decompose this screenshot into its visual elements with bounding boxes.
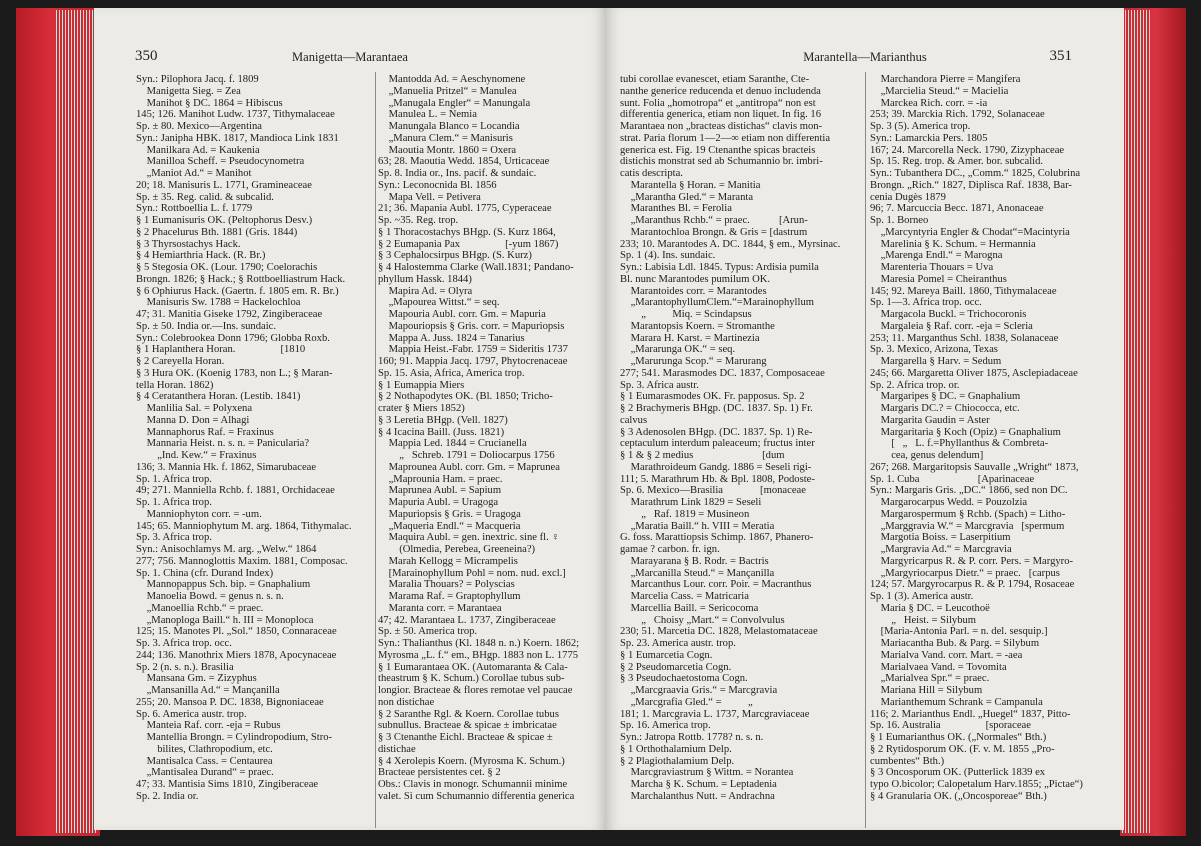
text-line: Mappia Heist.-Fabr. 1759 = Sideritis 1737 (378, 344, 568, 356)
text-line: Marenteria Thouars = Uva (870, 262, 994, 273)
text-line: Manniophyton corr. = -um. (136, 508, 262, 520)
text-line: Margaripes § DC. = Gnaphalium (870, 391, 1021, 403)
text-line: 253; 11. Marganthus Schl. 1838, Solanaceae (870, 332, 1059, 344)
text-line: Syn.: Rottboellia L. f. 1779 (136, 203, 253, 215)
text-line: Margarospermum § Rchb. (Spach) = Litho- (870, 508, 1066, 520)
text-line: § 2 Careyella Horan. (136, 356, 225, 367)
text-line: Maoutia Montr. 1860 = Oxera (378, 144, 517, 156)
text-line: „Marurunga Scop.“ = Marurang (620, 356, 767, 367)
text-line: „Mararunga OK.“ = seq. (620, 344, 736, 356)
text-line: 111; 5. Marathrum Hb. & Bpl. 1808, Podoste- (620, 473, 815, 485)
text-line: Sp. ± 50. India or.—Ins. sundaic. (136, 320, 276, 332)
text-line: Marah Kellogg = Micrampelis (378, 555, 518, 567)
text-line: „Maratia Baill.“ h. VIII = Meratia (620, 520, 775, 532)
text-line: G. foss. Marattiopsis Schimp. 1867, Phanero- (620, 532, 814, 544)
text-line: „Ind. Kew.“ = Fraxinus (136, 450, 257, 461)
text-line: Sp. 1. China (cfr. Durand Index) (136, 567, 274, 579)
text-line: Marama Raf. = Graptophyllum (378, 591, 521, 602)
text-line: Marara H. Karst. = Martinezia (620, 332, 760, 344)
text-line: Syn.: Leconocnida Bl. 1856 (378, 179, 497, 191)
text-line: [Marainophyllum Pohl = nom. nud. excl.] (378, 567, 566, 579)
text-line: Maranta corr. = Marantaea (378, 602, 502, 614)
text-line: sunt. Folia „homotropa“ et „antitropa“ non est (620, 97, 816, 109)
page-edges-right (1120, 10, 1150, 833)
text-line: Sp. 3 (5). America trop. (870, 121, 971, 132)
text-line: Maralia Thouars? = Polyscias (378, 579, 515, 591)
text-line: „Margyriocarpus Dietr.“ = praec. [carpus (870, 567, 1060, 579)
text-line: Syn.: Lamarckia Pers. 1805 (870, 132, 988, 144)
text-line: § 1 Eumarcetia Cogn. (620, 649, 713, 661)
text-line: Marchandora Pierre = Mangifera (870, 74, 1021, 85)
text-line: cenia Dugès 1879 (870, 191, 946, 203)
text-line: „Marcielia Steud.“ = Macielia (870, 85, 1009, 97)
left-page-number: 350 (135, 48, 158, 64)
text-line: § 2 Pseudomarcetia Cogn. (620, 661, 732, 673)
text-line: Manna D. Don = Alhagi (136, 414, 250, 426)
text-line: Sp. 1. Africa trop. (136, 473, 212, 485)
text-line: 167; 24. Marcorella Neck. 1790, Zizyphaceae (870, 144, 1065, 156)
text-line: Margarocarpus Wedd. = Pouzolzia (870, 497, 1028, 508)
text-line: Obs.: Clavis in monogr. Schumannii minime (378, 779, 568, 790)
text-line: tella Horan. 1862) (136, 379, 214, 391)
text-line: 267; 268. Margaritopsis Sauvalle „Wright“ 1873, (870, 461, 1079, 473)
right-column-2 (870, 74, 1106, 803)
text-line: „Mapourea Wittst.“ = seq. (378, 297, 500, 309)
text-line: Maresia Pomel = Cheiranthus (870, 273, 1007, 285)
text-line: 277; 541. Marasmodes DC. 1837, Composaceae (620, 367, 825, 379)
text-line: Margaleia § Raf. corr. -eja = Scleria (870, 320, 1033, 332)
text-line: Manilkara Ad. = Kaukenia (136, 144, 260, 156)
text-line: Sp. 2. India or. (136, 790, 199, 802)
text-line: Maranthes Bl. = Ferolia (620, 203, 732, 215)
text-line: Marathroideum Gandg. 1886 = Seseli rigi- (620, 461, 812, 473)
text-line: Manungala Blanco = Locandia (378, 121, 520, 132)
text-line: § 4 Ceratanthera Horan. (Lestib. 1841) (136, 391, 301, 403)
text-line: Syn.: Tubanthera DC., „Comm.“ 1825, Colubrina (870, 168, 1081, 179)
text-line: § 4 Xerolepis Koern. (Myrosma K. Schum.) (378, 755, 565, 767)
text-line: Marckea Rich. corr. = -ia (870, 97, 988, 109)
text-line: 160; 91. Mappia Jacq. 1797, Phytocrenaceae (378, 356, 568, 367)
text-line: § 1 Eumanisuris OK. (Peltophorus Desv.) (136, 215, 313, 226)
left-column-1 (136, 74, 372, 803)
text-line: Mannaphorus Raf. = Fraxinus (136, 426, 274, 438)
text-line: 125; 15. Manotes Pl. „Sol.“ 1850, Connaraceae (136, 626, 337, 638)
text-line: strat. Paria florum 1—2—∞ etiam non differentia (620, 132, 831, 144)
text-line: 145; 92. Mareya Baill. 1860, Tithymalaceae (870, 285, 1057, 297)
text-line: „Mantisalea Durand“ = praec. (136, 767, 274, 779)
text-line: Marianthemum Schrank = Campanula (870, 696, 1043, 708)
text-line: Syn.: Anisochlamys M. arg. „Welw.“ 1864 (136, 544, 317, 555)
text-line: „Maniot Ad.“ = Manihot (136, 168, 252, 179)
text-line: 245; 66. Margaretta Oliver 1875, Asclepiadaceae (870, 367, 1078, 379)
text-line: Marathrum Link 1829 = Seseli (620, 497, 762, 508)
text-line: 47; 33. Mantisia Sims 1810, Zingiberaceae (136, 779, 319, 790)
text-line: § 2 Rytidosporum OK. (F. v. M. 1855 „Pro- (870, 743, 1055, 755)
text-line: 20; 18. Manisuris L. 1771, Gramineaceae (136, 179, 312, 191)
text-line: § 1 & § 2 medius [dum (620, 450, 785, 461)
text-line: Sp. ± 35. Reg. calid. & subcalid. (136, 191, 274, 203)
text-line: Sp. 1 (4). Ins. sundaic. (620, 250, 716, 262)
text-line: § 3 Cephalocsirpus BHgp. (S. Kurz) (378, 250, 532, 262)
text-line: distichae (378, 743, 416, 755)
text-line: 244; 136. Manothrix Miers 1878, Apocynaceae (136, 649, 337, 661)
text-line: Sp. 1. Africa trop. (136, 497, 212, 508)
text-line: Marialvaea Vand. = Tovomita (870, 661, 1007, 673)
column-rule (865, 72, 866, 828)
text-line: Sp. 3. Africa austr. (620, 379, 699, 391)
text-line: Marantoides corr. = Marantodes (620, 285, 767, 297)
text-line: Mapira Ad. = Olyra (378, 285, 473, 297)
text-line: „ Choisy „Mart.“ = Convolvulus (620, 614, 785, 626)
text-line: § 2 Nothapodytes OK. (Bl. 1850; Tricho- (378, 391, 553, 403)
text-line: Sp. 1. Borneo (870, 215, 929, 226)
text-line: Sp. 3. Africa trop. (136, 532, 212, 544)
text-line: Margaritaria § Koch (Opiz) = Gnaphalium (870, 426, 1061, 438)
text-line: Sp. ~35. Reg. trop. (378, 215, 459, 226)
text-line: Marelinia § K. Schum. = Hermannia (870, 238, 1036, 250)
text-line: „Maranthus Rchb.“ = praec. [Arun- (620, 215, 808, 226)
text-line: Syn.: Thalianthus (Kl. 1848 n. n.) Koern. 1862; (378, 638, 580, 649)
text-line: Mapuriopsis § Gris. = Uragoga (378, 508, 521, 520)
text-line: Manisuris Sw. 1788 = Hackelochloa (136, 297, 301, 309)
text-line: Margotia Boiss. = Laserpitium (870, 532, 1011, 544)
text-line: Sp. 3. Mexico, Arizona, Texas (870, 344, 998, 356)
text-line: 233; 10. Marantodes A. DC. 1844, § em., Myrsinac. (620, 238, 841, 250)
left-running-head: Manigetta—Marantaea (292, 50, 408, 64)
text-line: Mariacantha Bub. & Parg. = Silybum (870, 638, 1040, 649)
text-line: Marcgraviastrum § Wittm. = Norantea (620, 767, 794, 779)
text-line: 49; 271. Manniella Rchb. f. 1881, Orchidaceae (136, 485, 335, 497)
text-line: Mansana Gm. = Zizyphus (136, 673, 257, 685)
text-line: Sp. ± 80. Mexico—Argentina (136, 121, 262, 132)
text-line: Marcellia Baill. = Sericocoma (620, 602, 759, 614)
text-line: § 3 Oncosporum OK. (Putterlick 1839 ex (870, 767, 1046, 779)
text-line: Sp. 8. India or., Ins. pacif. & sundaic. (378, 168, 537, 179)
text-line: „Marialvea Spr.“ = praec. (870, 673, 990, 685)
text-line: Brongn. „Rich.“ 1827, Diplisca Raf. 1838, Bar- (870, 179, 1072, 191)
text-line: „Maqueria Endl.“ = Macqueria (378, 520, 521, 532)
text-line: calvus (620, 414, 648, 426)
right-running-head: Marantella—Marianthus (803, 50, 927, 64)
right-column-1 (620, 74, 856, 803)
text-line: § 3 Ctenanthe Eichl. Bracteae & spicae ± (378, 732, 553, 743)
text-line: „Marcgraavia Gris.“ = Marcgravia (620, 685, 778, 696)
text-line: 181; 1. Marcgravia L. 1737, Marcgraviaceae (620, 708, 810, 720)
text-line: tubi corollae evanescet, etiam Saranthe, Cte- (620, 74, 810, 85)
text-line: Manilloa Scheff. = Pseudocynometra (136, 156, 305, 168)
text-line: § 4 Icacina Baill. (Juss. 1821) (378, 426, 505, 438)
text-line: Margyricarpus R. & P. corr. Pers. = Margyro- (870, 555, 1074, 567)
text-line: § 2 Saranthe Rgl. & Koern. Corollae tubus (378, 708, 559, 720)
text-line: 63; 28. Maoutia Wedd. 1854, Urticaceae (378, 156, 550, 168)
text-line: Marcanthus Lour. corr. Poir. = Macranthus (620, 579, 812, 591)
text-line: „Margravia Ad.“ = Marcgravia (870, 544, 1012, 555)
text-line: [ „ L. f.=Phyllanthus & Combreta- (870, 438, 1049, 450)
text-line: 124; 57. Margyrocarpus R. & P. 1794, Rosaceae (870, 579, 1075, 591)
left-column-2 (378, 74, 614, 803)
text-line: „MarantophyllumClem.“=Marainophyllum (620, 297, 814, 309)
text-line: „ Schreb. 1791 = Doliocarpus 1756 (378, 450, 555, 461)
text-line: § 1 Haplanthera Horan. [1810 (136, 344, 306, 356)
text-line: non distichae (378, 696, 435, 708)
text-line: Marantochloa Brongn. & Gris = [dastrum (620, 226, 808, 238)
text-line: „Maprounia Ham. = praec. (378, 473, 503, 485)
text-line: Sp. 23. America austr. trop. (620, 638, 736, 649)
text-line: § 1 Orthothalamium Delp. (620, 743, 732, 755)
text-line: longior. Bracteae & flores remotae vel paucae (378, 685, 573, 696)
text-line: 96; 7. Marcuccia Becc. 1871, Anonaceae (870, 203, 1044, 215)
text-line: Sp. 3. Africa trop. occ. (136, 638, 232, 649)
text-line: valet. Si cum Schumannio differentia generica (378, 790, 575, 802)
text-line: § 1 Eumarantaea OK. (Automaranta & Cala- (378, 661, 568, 673)
text-line: distichis monstrat sed ab Schumannio br. imbri- (620, 156, 823, 168)
text-line: differentia generica, etiam non liquet. In fig. 16 (620, 109, 822, 121)
text-line: § 2 Eumapania Pax [-yum 1867) (378, 238, 559, 250)
text-line: Syn.: Colebrookea Donn 1796; Globba Roxb. (136, 332, 330, 344)
text-line: „Marggravia W.“ = Marcgravia [spermum (870, 520, 1065, 532)
text-line: Manlilia Sal. = Polyxena (136, 403, 253, 414)
text-line: Mantisalca Cass. = Centaurea (136, 755, 273, 767)
text-line: „Marcyntyria Engler & Chodat“=Macintyria (870, 226, 1070, 238)
text-line: § 1 Eumarasmodes OK. Fr. papposus. Sp. 2 (620, 391, 805, 403)
text-line: Manoelia Bowd. = genus n. s. n. (136, 591, 284, 602)
text-line: Bracteae persistentes cet. § 2 (378, 767, 501, 779)
text-line: Syn.: Labisia Ldl. 1845. Typus: Ardisia pumila (620, 262, 819, 273)
text-line: § 4 Hemiarthria Hack. (R. Br.) (136, 250, 266, 262)
text-line: Sp. 6. Mexico—Brasilia [monaceae (620, 485, 806, 497)
text-line: „ Miq. = Scindapsus (620, 309, 752, 320)
text-line: catis descripta. (620, 168, 683, 179)
text-line: Marcelia Cass. = Matricaria (620, 591, 749, 602)
text-line: § 4 Granularia OK. („Oncosporeae“ Bth.) (870, 790, 1047, 802)
text-line: nanthe generice reducenda et denuo includenda (620, 85, 821, 97)
text-line: generica est. Fig. 19 Ctenanthe spicas bracteis (620, 144, 816, 156)
text-line: § 1 Eumappia Miers (378, 379, 465, 391)
text-line: Maprounea Aubl. corr. Gm. = Maprunea (378, 461, 560, 473)
text-line: Marcha § K. Schum. = Leptadenia (620, 779, 777, 790)
text-line: Mannopappus Sch. bip. = Gnaphalium (136, 579, 311, 591)
left-page (94, 8, 606, 830)
text-line: Sp. 1—3. Africa trop. occ. (870, 297, 982, 309)
text-line: Mapouria Aubl. corr. Gm. = Mapuria (378, 309, 546, 320)
text-line: Mantodda Ad. = Aeschynomene (378, 74, 526, 85)
text-line: [Maria-Antonia Parl. = n. del. sesquip.] (870, 626, 1048, 638)
text-line: subnullus. Bracteae & spicae ± imbricatae (378, 720, 557, 732)
text-line: Sp. 1 (3). America austr. (870, 591, 974, 602)
text-line: § 3 Adenosolen BHgp. (DC. 1837. Sp. 1) Re- (620, 426, 813, 438)
text-line: 230; 51. Marcetia DC. 1828, Melastomataceae (620, 626, 818, 638)
text-line: Sp. 15. Asia, Africa, America trop. (378, 367, 525, 379)
text-line: „Mansanilla Ad.“ = Mançanilla (136, 685, 280, 696)
text-line: § 2 Phacelurus Bth. 1881 (Gris. 1844) (136, 226, 298, 238)
text-line: § 2 Plagiothalamium Delp. (620, 755, 735, 767)
text-line: Mapouriopsis § Gris. corr. = Mapuriopsis (378, 320, 565, 332)
text-line: Maquira Aubl. = gen. inextric. sine fl. ♀ (378, 532, 560, 544)
text-line: 136; 3. Mannia Hk. f. 1862, Simarubaceae (136, 461, 317, 473)
text-line: Mappia Led. 1844 = Crucianella (378, 438, 527, 450)
text-line: Myrosma „L. f.“ em., BHgp. 1883 non L. 1775 (378, 649, 579, 661)
text-line: Syn.: Janipha HBK. 1817, Mandioca Link 1831 (136, 132, 339, 144)
text-line: 47; 42. Marantaea L. 1737, Zingiberaceae (378, 614, 556, 626)
text-line: Marialva Vand. corr. Mart. = -aea (870, 649, 1023, 661)
text-line: Marantaea non „bracteas distichas“ clavis mon- (620, 121, 823, 132)
text-line: ceptaculum interdum paleaceum; fructus inter (620, 438, 815, 450)
text-line: „Manura Clem.“ = Manisuris (378, 132, 513, 144)
text-line: phyllum Hassk. 1844) (378, 273, 472, 285)
text-line: „ Raf. 1819 = Musineon (620, 508, 750, 520)
text-line: § 5 Stegosia OK. (Lour. 1790; Coelorachis (136, 262, 318, 273)
text-line: 21; 36. Mapania Aubl. 1775, Cyperaceae (378, 203, 552, 215)
text-line: Sp. 1. Cuba [Aparinaceae (870, 473, 1035, 485)
text-line: § 2 Brachymeris BHgp. (DC. 1837. Sp. 1) Fr. (620, 403, 813, 414)
text-line: Bl. nunc Marantodes pumilum OK. (620, 273, 771, 285)
right-page (606, 8, 1124, 830)
right-page-number: 351 (1049, 48, 1072, 64)
text-line: „Marcanilla Steud.“ = Mançanilla (620, 567, 775, 579)
text-line: (Olmedia, Perebea, Greeneina?) (378, 544, 536, 555)
text-line: cumbentes“ Bth.) (870, 755, 945, 767)
text-line: „Manugala Engler“ = Manungala (378, 97, 531, 109)
text-line: „ Heist. = Silybum (870, 614, 977, 626)
text-line: Marayarana § B. Rodr. = Bactris (620, 555, 769, 567)
text-line: Margarella § Harv. = Sedum (870, 356, 1002, 367)
text-line: „Manoellia Rchb.“ = praec. (136, 602, 264, 614)
text-line: Manteia Raf. corr. -eja = Rubus (136, 720, 281, 732)
text-line: Syn.: Pilophora Jacq. f. 1809 (136, 74, 259, 85)
text-line: Manulea L. = Nemia (378, 109, 477, 121)
text-line: crater § Miers 1852) (378, 403, 465, 414)
text-line: Marchalanthus Nutt. = Andrachna (620, 790, 775, 802)
text-line: Mannaria Heist. n. s. n. = Panicularia? (136, 438, 310, 450)
text-line: Sp. 16. America trop. (620, 720, 711, 732)
text-line: Sp. 2. Africa trop. or. (870, 379, 960, 391)
text-line: „Manuelia Pritzel“ = Manulea (378, 85, 517, 97)
text-line: § 3 Thyrsostachys Hack. (136, 238, 241, 250)
text-line: 116; 2. Marianthus Endl. „Huegel“ 1837, Pitto- (870, 708, 1071, 720)
text-line: „Manoploga Baill.“ h. III = Monoploca (136, 614, 314, 626)
text-line: § 3 Leretia BHgp. (Vell. 1827) (378, 414, 508, 426)
text-line: § 4 Halostemma Clarke (Wall.1831; Pandano- (378, 262, 574, 273)
text-line: Manigetta Sieg. = Zea (136, 85, 241, 97)
text-line: Mantellia Brongn. = Cylindropodium, Stro- (136, 732, 333, 743)
text-line: theastrum § K. Schum.) Corollae tubus sub- (378, 673, 565, 685)
text-line: Marantella § Horan. = Manitia (620, 179, 761, 191)
text-line: Sp. 15. Reg. trop. & Amer. bor. subcalid. (870, 156, 1044, 168)
text-line: 255; 20. Mansoa P. DC. 1838, Bignoniaceae (136, 696, 324, 708)
text-line: § 1 Thoracostachys BHgp. (S. Kurz 1864, (378, 226, 556, 238)
text-line: Mapuria Aubl. = Uragoga (378, 497, 499, 508)
text-line: § 3 Pseudochaetostoma Cogn. (620, 673, 748, 685)
text-line: Manihot § DC. 1864 = Hibiscus (136, 97, 283, 109)
text-line: „Marantha Gled.“ = Maranta (620, 191, 754, 203)
text-line: § 3 Hura OK. (Koenig 1783, non L.; § Maran- (136, 367, 333, 379)
page-edges-left (56, 10, 98, 833)
text-line: 145; 65. Manniophytum M. arg. 1864, Tithymalac. (136, 520, 352, 532)
text-line: „Marenga Endl.“ = Marogna (870, 250, 1003, 262)
text-line: typo O.bicolor; Calopetalum Harv.1855; „Pictae“) (870, 779, 1083, 790)
column-rule (375, 72, 376, 828)
text-line: Syn.: Margaris Gris. „DC.“ 1866, sed non DC. (870, 485, 1068, 497)
text-line: „Marcgrafia Gled.“ = „ (620, 696, 753, 708)
text-line: cea, genus delendum] (870, 450, 984, 461)
text-line: Syn.: Jatropa Rottb. 1778? n. s. n. (620, 732, 764, 743)
text-line: 145; 126. Manihot Ludw. 1737, Tithymalaceae (136, 109, 335, 121)
text-line: Sp. 16. Australia [sporaceae (870, 720, 1031, 732)
text-line: Marantopsis Koern. = Stromanthe (620, 320, 775, 332)
text-line: Brongn. 1826; § Hack.; § Rottboelliastrum Hack. (136, 273, 346, 285)
text-line: § 1 Eumarianthus OK. („Normales“ Bth.) (870, 732, 1047, 743)
text-line: Mariana Hill = Silybum (870, 685, 983, 696)
text-line: 47; 31. Manitia Giseke 1792, Zingiberaceae (136, 309, 323, 320)
text-line: Margarita Gaudin = Aster (870, 414, 990, 426)
text-line: Mappa A. Juss. 1824 = Tanarius (378, 332, 525, 344)
text-line: 253; 39. Marckia Rich. 1792, Solanaceae (870, 109, 1045, 121)
text-line: Maprunea Aubl. = Sapium (378, 485, 502, 497)
text-line: Maria § DC. = Leucothoë (870, 602, 990, 614)
text-line: Sp. 6. America austr. trop. (136, 708, 247, 720)
text-line: Mapa Vell. = Petivera (378, 191, 481, 203)
text-line: § 6 Ophiurus Hack. (Gaertn. f. 1805 em. R. Br.) (136, 285, 339, 297)
text-line: Sp. 2 (n. s. n.). Brasilia (136, 661, 234, 673)
text-line: Sp. ± 50. America trop. (378, 626, 478, 638)
text-line: Margacola Buckl. = Trichocoronis (870, 309, 1027, 320)
text-line: Margaris DC.? = Chiococca, etc. (870, 403, 1020, 414)
text-line: 277; 756. Mannoglottis Maxim. 1881, Composac. (136, 555, 348, 567)
text-line: bilites, Clathropodium, etc. (136, 743, 273, 755)
text-line: gamae ? carbon. fr. ign. (620, 544, 720, 555)
